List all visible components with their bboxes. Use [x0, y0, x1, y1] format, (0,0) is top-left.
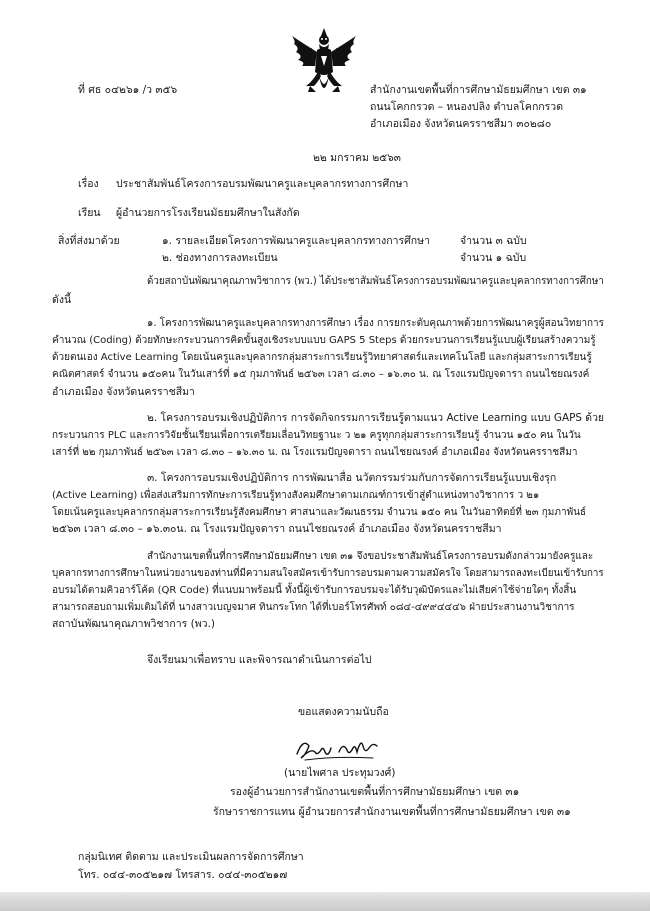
signatory-title-2: รักษาราชการแทน ผู้อำนวยการสำนักงานเขตพื้นที่การศึกษามัธยมศึกษา เขต ๓๑ [213, 806, 571, 818]
closing-request: จึงเรียนมาเพื่อทราบ และพิจารณาดำเนินการต่อไป [147, 654, 372, 666]
recipient-text: ผู้อำนวยการโรงเรียนมัธยมศึกษาในสังกัด [116, 207, 300, 219]
subject-text: ประชาสัมพันธ์โครงการอบรมพัฒนาครูและบุคลากรทางการศึกษา [116, 178, 409, 190]
office-address-line-1: สำนักงานเขตพื้นที่การศึกษามัธยมศึกษา เขต ๓๑ [370, 84, 587, 96]
body-line: คณิตศาสตร์ จำนวน ๑๕๐คน ในวันเสาร์ที่ ๑๕ กุมภาพันธ์ ๒๕๖๓ เวลา ๘.๓๐ – ๑๖.๓๐ น. ณ โรงแรมปัญจดารา ถนนไชยณรงค์ [52, 369, 590, 380]
salutation: ขอแสดงความนับถือ [298, 706, 389, 718]
body-line: ด้วยสถาบันพัฒนาคุณภาพวิชาการ (พว.) ได้ประชาสัมพันธ์โครงการอบรมพัฒนาครูและบุคลากรทางการศึกษา [147, 275, 604, 287]
signatory-name: (นายไพศาล ประทุมวงศ์) [284, 767, 396, 779]
footer-department: กลุ่มนิเทศ ติดตาม และประเมินผลการจัดการศึกษา [78, 851, 304, 863]
body-line: อบรมได้ตามคิวอาร์โค้ด (QR Code) ที่แนบมาพร้อมนี้ ทั้งนี้ผู้เข้ารับการอบรมจะได้รับวุฒิบัตรและไม่เสียค่าใช้จ่ายใดๆ ทั้งสิ้น [52, 585, 577, 596]
enclosure-item-text: ๑. รายละเอียดโครงการพัฒนาครูและบุคลากรทางการศึกษา [162, 235, 430, 247]
signature-image [295, 734, 380, 762]
office-address-line-3: อำเภอเมือง จังหวัดนครราชสีมา ๓๐๒๘๐ [370, 118, 552, 130]
enclosures-label: สิ่งที่ส่งมาด้วย [58, 235, 120, 247]
body-line: ๑. โครงการพัฒนาครูและบุคลากรทางการศึกษา เรื่อง การยกระดับคุณภาพด้วยการพัฒนาครูผู้สอนวิทยาการ [147, 317, 604, 329]
recipient-label: เรียน [78, 207, 101, 219]
body-line: สถาบันพัฒนาคุณภาพวิชาการ (พว.) [52, 618, 215, 630]
body-line: กระบวนการ PLC และการวิจัยชั้นเรียนเพื่อการเตรียมเลื่อนวิทยฐานะ ว ๒๑ ครูทุกกลุ่มสาระการเรียนรู้ จำนวน ๑๕๐ คน ในวัน [52, 430, 581, 441]
page-bottom-edge [0, 892, 650, 911]
signatory-title-1: รองผู้อำนวยการสำนักงานเขตพื้นที่การศึกษามัธยมศึกษา เขต ๓๑ [230, 786, 520, 798]
document-number: ที่ ศธ ๐๔๒๖๑ /ว ๓๕๖ [78, 84, 178, 96]
body-line: ๓. โครงการอบรมเชิงปฏิบัติการ การพัฒนาสื่อ นวัตกรรมร่วมกับการจัดการเรียนรู้แบบเชิงรุก [147, 472, 557, 484]
enclosure-item-qty: จำนวน ๑ ฉบับ [460, 252, 527, 264]
enclosure-item-qty: จำนวน ๓ ฉบับ [460, 235, 527, 247]
body-line: โดยเน้นครูและบุคลากรกลุ่มสาระการเรียนรู้สังคมศึกษา ศาสนาและวัฒนธรรม จำนวน ๑๕๐ คน ในวันอาทิตย์ที่ ๒๓ กุมภาพันธ์ [52, 507, 587, 518]
body-line: ๒. โครงการอบรมเชิงปฏิบัติการ การจัดกิจกรรมการเรียนรู้ตามแนว Active Learning แบบ GAPS ด้วย [147, 412, 605, 424]
body-line: บุคลากรทางการศึกษาในหน่วยงานของท่านที่มีความสนใจสมัครเข้ารับการอบรมตามความสมัครใจ โดยสามารถลงทะเบียนเข้ารับการ [52, 568, 604, 579]
enclosure-item-text: ๒. ช่องทางการลงทะเบียน [162, 252, 278, 264]
body-line: อำเภอเมือง จังหวัดนครราชสีมา [52, 386, 195, 398]
document-date: ๒๒ มกราคม ๒๕๖๓ [313, 152, 401, 164]
body-line: คำนวณ (Coding) ด้วยทักษะกระบวนการคิดขั้นสูงเชิงระบบแบบ GAPS 5 Steps ด้วยกระบวนการเรียนรู้แบบผู้เรียนสร้างความรู้ [52, 335, 596, 346]
body-line: สำนักงานเขตพื้นที่การศึกษามัธยมศึกษา เขต ๓๑ จึงขอประชาสัมพันธ์โครงการอบรมดังกล่าวมายังครูและ [147, 551, 594, 562]
body-line: ๒๕๖๓ เวลา ๘.๓๐ – ๑๖.๓๐น. ณ โรงแรมปัญจดารา ถนนไชยณรงค์ อำเภอเมือง จังหวัดนครราชสีมา [52, 523, 502, 535]
office-address-line-2: ถนนโคกกรวด – หนองปลิง ตำบลโคกกรวด [370, 101, 564, 113]
subject-label: เรื่อง [78, 178, 99, 190]
body-line: ด้วยตนเอง Active Learning โดยเน้นครูและบุคลากรกลุ่มสาระการเรียนรู้วิทยาศาสตร์และเทคโนโลยี และกลุ่มสาระการเรียนรู้ [52, 352, 592, 363]
body-line: สามารถสอบถามเพิ่มเติมได้ที่ นางสาวเบญจมาศ ทินกระโทก ได้ที่เบอร์โทรศัพท์ ๐๘๔-๔๙๙๔๔๔๖ ฝ่ายประสานงานวิชาการ [52, 602, 575, 613]
body-line: เสาร์ที่ ๒๒ กุมภาพันธ์ ๒๕๖๓ เวลา ๘.๓๐ – ๑๖.๓๐ น. ณ โรงแรมปัญจดารา ถนนไชยณรงค์ อำเภอเมือง จังหวัดนครราชสีมา [52, 447, 578, 458]
footer-contact: โทร. ๐๔๔-๓๐๕๒๑๗ โทรสาร. ๐๔๔-๓๐๕๒๑๗ [78, 869, 288, 881]
body-line: ดังนี้ [52, 294, 72, 306]
body-line: (Active Learning) เพื่อส่งเสริมการทักษะการเรียนรู้ทางสังคมศึกษาตามเกณฑ์การเข้าสู่ตำแหน่งทางวิชาการ ว ๒๑ [52, 490, 540, 501]
garuda-emblem-icon [286, 26, 362, 102]
